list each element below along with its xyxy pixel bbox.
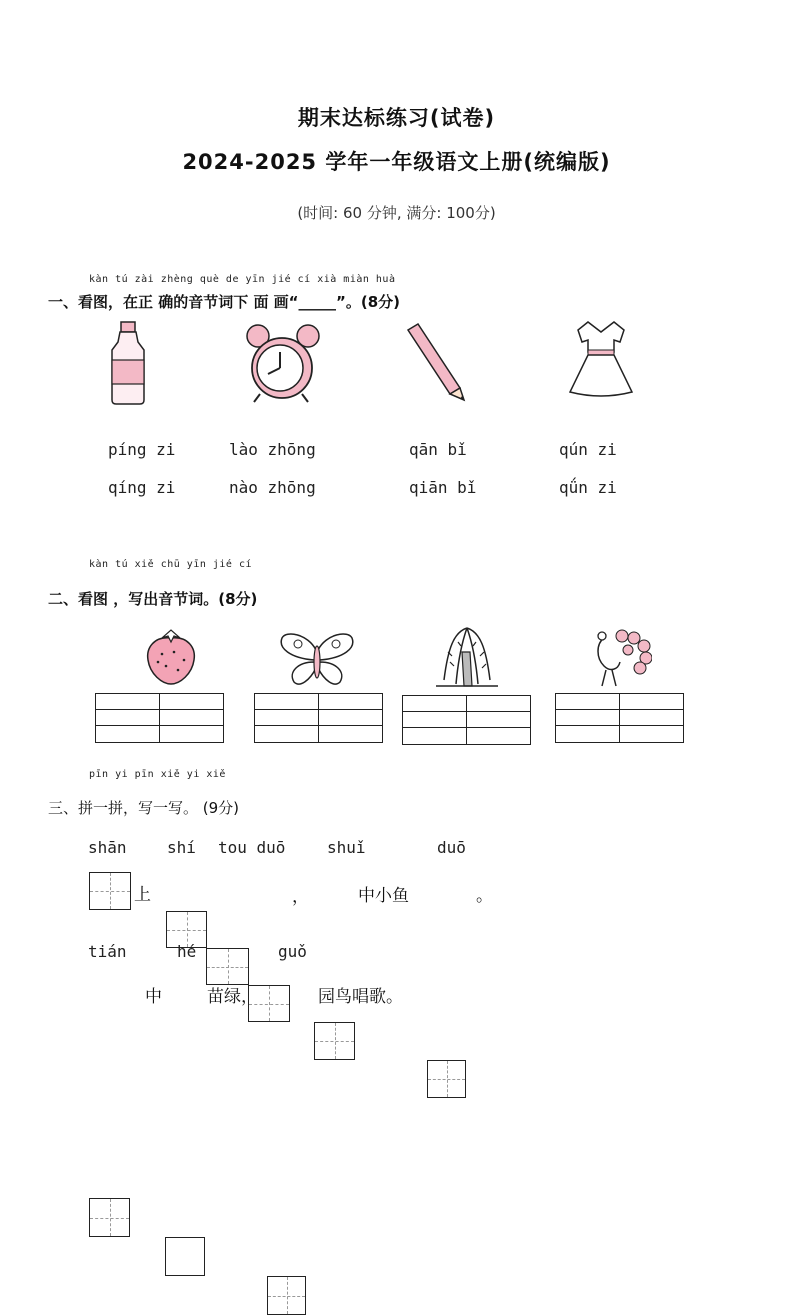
write-box-tou[interactable] (206, 948, 249, 985)
line1-pinyin-shan: shān (88, 838, 127, 857)
answer-grid-peacock[interactable] (555, 693, 684, 743)
option-clock-1[interactable]: lào zhōng (229, 440, 316, 459)
section1-question: 一、看图，在正 确的音节词下 面 画“_____”。(8分) (48, 293, 401, 311)
line1-pinyin-shi: shí (167, 838, 196, 857)
option-pencil-1[interactable]: qān bǐ (409, 440, 467, 459)
bottle-icon (108, 320, 148, 406)
alarm-clock-icon (244, 322, 324, 404)
line1-pinyin-touduo: tou duō (218, 838, 286, 857)
option-bottle-2[interactable]: qíng zi (108, 478, 176, 497)
option-dress-2[interactable]: qǘn zi (559, 478, 617, 497)
butterfly-icon (278, 628, 356, 690)
section2-pinyin: kàn tú xiě chū yīn jié cí (89, 559, 253, 570)
section2-question: 二、看图 ，写出音节词。(8分) (48, 590, 258, 608)
pencil-icon (404, 322, 468, 402)
page-title: 期末达标练习(试卷) (297, 106, 496, 130)
section1-pinyin: kàn tú zài zhèng què de yīn jié cí xià miàn huà (89, 274, 396, 285)
answer-grid-willow[interactable] (402, 695, 531, 745)
line1-text-comma: ， (292, 887, 309, 907)
section3-question: 三、拼一拼，写一写。 (9分) (48, 799, 240, 817)
option-pencil-2[interactable]: qiān bǐ (409, 478, 477, 497)
line2-pinyin-he: hé (177, 942, 197, 961)
answer-grid-butterfly[interactable] (254, 693, 383, 743)
line2-text-zhong: 中 (145, 987, 162, 1007)
peacock-icon (588, 624, 652, 690)
willow-tree-icon (434, 622, 500, 688)
write-box-he[interactable] (165, 1237, 205, 1276)
write-box-shui[interactable] (314, 1022, 355, 1060)
line2-pinyin-tian: tián (88, 942, 127, 961)
option-clock-2[interactable]: nào zhōng (229, 478, 316, 497)
option-dress-1[interactable]: qún zi (559, 440, 617, 459)
line1-pinyin-duo: duō (437, 838, 466, 857)
section3-pinyin: pīn yi pīn xiě yi xiě (89, 769, 226, 780)
line2-pinyin-guo: guǒ (278, 942, 307, 961)
line1-pinyin-shui: shuǐ (327, 838, 366, 857)
exam-meta: (时间: 60 分钟, 满分: 100分) (297, 204, 496, 222)
line1-text-zhongxiaoyu: 中小鱼 (358, 886, 409, 906)
answer-grid-strawberry[interactable] (95, 693, 224, 743)
line2-text-miaolv: 苗绿， (207, 987, 258, 1007)
write-box-tian[interactable] (89, 1198, 130, 1237)
write-box-guo[interactable] (267, 1276, 306, 1315)
write-box-shan[interactable] (89, 872, 131, 910)
line2-text-yuanniao: 园鸟唱歌。 (318, 987, 403, 1007)
strawberry-icon (144, 628, 198, 686)
write-box-duo2[interactable] (427, 1060, 466, 1098)
page-subtitle: 2024-2025 学年一年级语文上册(统编版) (182, 150, 611, 174)
line1-text-period: 。 (476, 886, 493, 906)
line1-text-shang: 上 (134, 885, 151, 905)
option-bottle-1[interactable]: píng zi (108, 440, 176, 459)
dress-icon (566, 318, 636, 400)
